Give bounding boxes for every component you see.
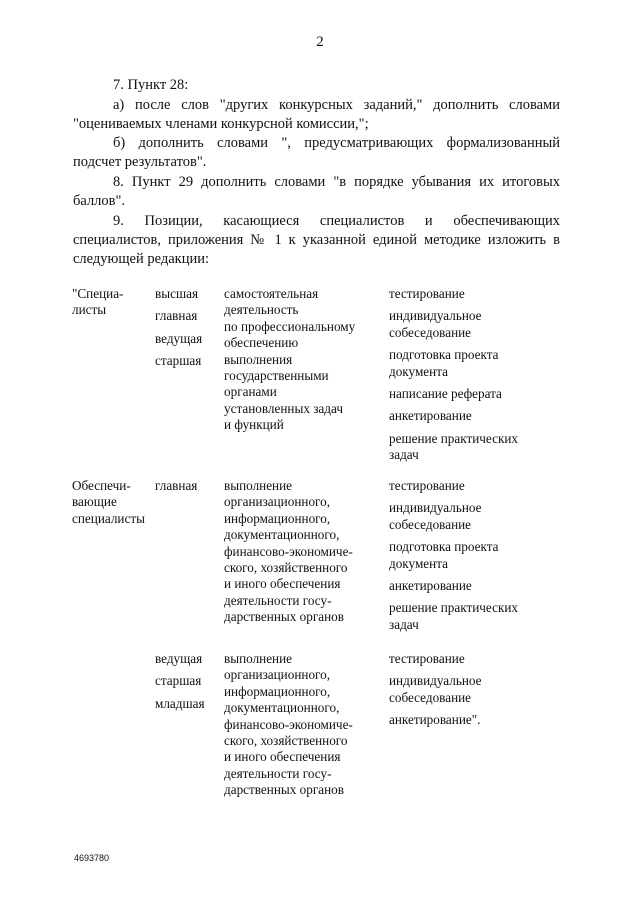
level-item: ведущая	[155, 651, 203, 666]
method-item: тестирование	[389, 286, 465, 301]
method-item: тестирование	[389, 478, 465, 493]
methods-cell	[389, 651, 569, 735]
level-item: младшая	[155, 695, 205, 711]
table-row	[72, 651, 572, 811]
method-item: написание реферата	[389, 386, 502, 402]
method-item: подготовка проекта документа	[389, 347, 499, 379]
page-number: 2	[316, 34, 324, 50]
positions-table	[72, 286, 572, 811]
level-item: старшая	[155, 353, 202, 369]
method-item: анкетирование	[389, 578, 472, 594]
level-item: главная	[155, 308, 198, 324]
level-item: старшая	[155, 673, 202, 689]
category-cell: "Специа- листы	[72, 286, 124, 318]
method-item: тестирование	[389, 651, 465, 666]
level-item: ведущая	[155, 330, 203, 346]
document-code: 4693780	[74, 853, 110, 863]
table-row	[72, 286, 572, 478]
paragraph-7a: а) после слов "других конкурсных заданий," дополнить словами "оцениваемых членами конкурсной комиссии,";	[73, 97, 560, 132]
method-item: анкетирование	[389, 408, 472, 424]
activity-cell: самостоятельная деятельность по профессиональному обеспечению выполнения государственными органами установленных задач и функций	[224, 286, 356, 433]
paragraph-7: 7. Пункт 28:	[113, 77, 189, 93]
method-item: индивидуальное собеседование	[389, 673, 482, 705]
method-item: индивидуальное собеседование	[389, 500, 482, 532]
activity-cell: выполнение организационного, информационного, документационного, финансово-экономиче- ского, хозяйственного и иного обеспечения деятельности госу- дарственных органов	[224, 478, 353, 625]
levels-cell	[155, 651, 215, 718]
method-item: анкетирование".	[389, 712, 481, 728]
paragraph-8: 8. Пункт 29 дополнить словами "в порядке убывания их итоговых баллов".	[73, 174, 560, 209]
levels-cell	[155, 286, 215, 376]
levels-cell	[155, 478, 215, 500]
method-item: решение практических задач	[389, 430, 519, 463]
level-item: главная	[155, 478, 198, 493]
level-item: высшая	[155, 286, 199, 301]
activity-cell: выполнение организационного, информационного, документационного, финансово-экономиче- ского, хозяйственного и иного обеспечения деятельности госу- дарственных органов	[224, 651, 353, 798]
table-row	[72, 478, 572, 651]
paragraph-7b: б) дополнить словами ", предусматривающих формализованный подсчет результатов".	[73, 135, 560, 170]
paragraph-9: 9. Позиции, касающиеся специалистов и обеспечивающих специалистов, приложения № 1 к указанной единой методике изложить в следующей редакции:	[73, 213, 560, 267]
methods-cell	[389, 478, 569, 639]
method-item: решение практических задач	[389, 600, 519, 632]
category-cell: Обеспечи- вающие специалисты	[72, 478, 145, 526]
method-item: индивидуальное собеседование	[389, 308, 482, 340]
method-item: подготовка проекта документа	[389, 539, 499, 571]
methods-cell	[389, 286, 569, 470]
